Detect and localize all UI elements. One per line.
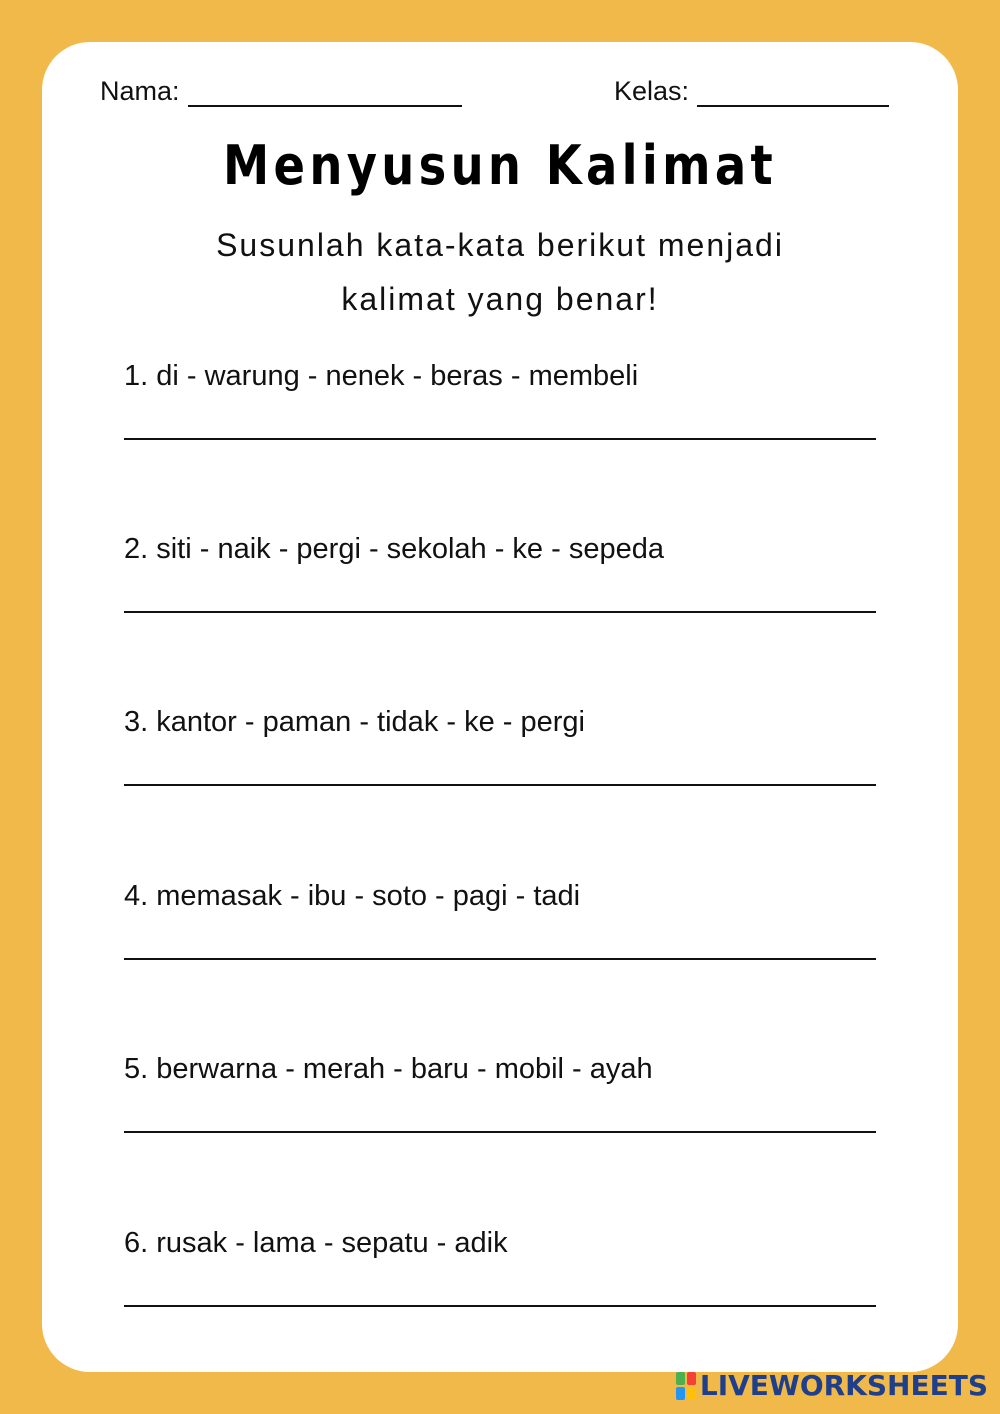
instructions-line-1: Susunlah kata-kata berikut menjadi xyxy=(216,227,784,263)
page-title: Menyusun Kalimat xyxy=(223,134,777,197)
question-item xyxy=(124,360,884,393)
question-item xyxy=(124,880,884,913)
question-text: 5. berwarna - merah - baru - mobil - ayah xyxy=(124,1053,653,1085)
answer-line[interactable] xyxy=(124,611,876,613)
liveworksheets-logo[interactable] xyxy=(676,1369,988,1402)
question-item xyxy=(124,706,884,739)
question-item xyxy=(124,1053,884,1086)
question-text: 4. memasak - ibu - soto - pagi - tadi xyxy=(124,880,581,912)
answer-line[interactable] xyxy=(124,438,876,440)
question-text: 3. kantor - paman - tidak - ke - pergi xyxy=(124,706,585,738)
class-field xyxy=(614,76,889,107)
question-item xyxy=(124,1227,884,1260)
instructions xyxy=(0,218,1000,326)
name-blank[interactable] xyxy=(188,83,462,107)
class-blank[interactable] xyxy=(697,83,889,107)
name-field xyxy=(100,76,462,107)
question-text: 2. siti - naik - pergi - sekolah - ke - sepeda xyxy=(124,533,664,565)
answer-line[interactable] xyxy=(124,1131,876,1133)
answer-line[interactable] xyxy=(124,958,876,960)
logo-text: LIVEWORKSHEETS xyxy=(699,1369,988,1402)
question-text: 6. rusak - lama - sepatu - adik xyxy=(124,1227,508,1259)
answer-line[interactable] xyxy=(124,784,876,786)
answer-line[interactable] xyxy=(124,1305,876,1307)
instructions-line-2: kalimat yang benar! xyxy=(341,281,659,317)
name-label: Nama: xyxy=(100,76,180,106)
question-item xyxy=(124,533,884,566)
class-label: Kelas: xyxy=(614,76,690,106)
question-text: 1. di - warung - nenek - beras - membeli xyxy=(124,360,639,392)
logo-icon xyxy=(676,1372,696,1400)
